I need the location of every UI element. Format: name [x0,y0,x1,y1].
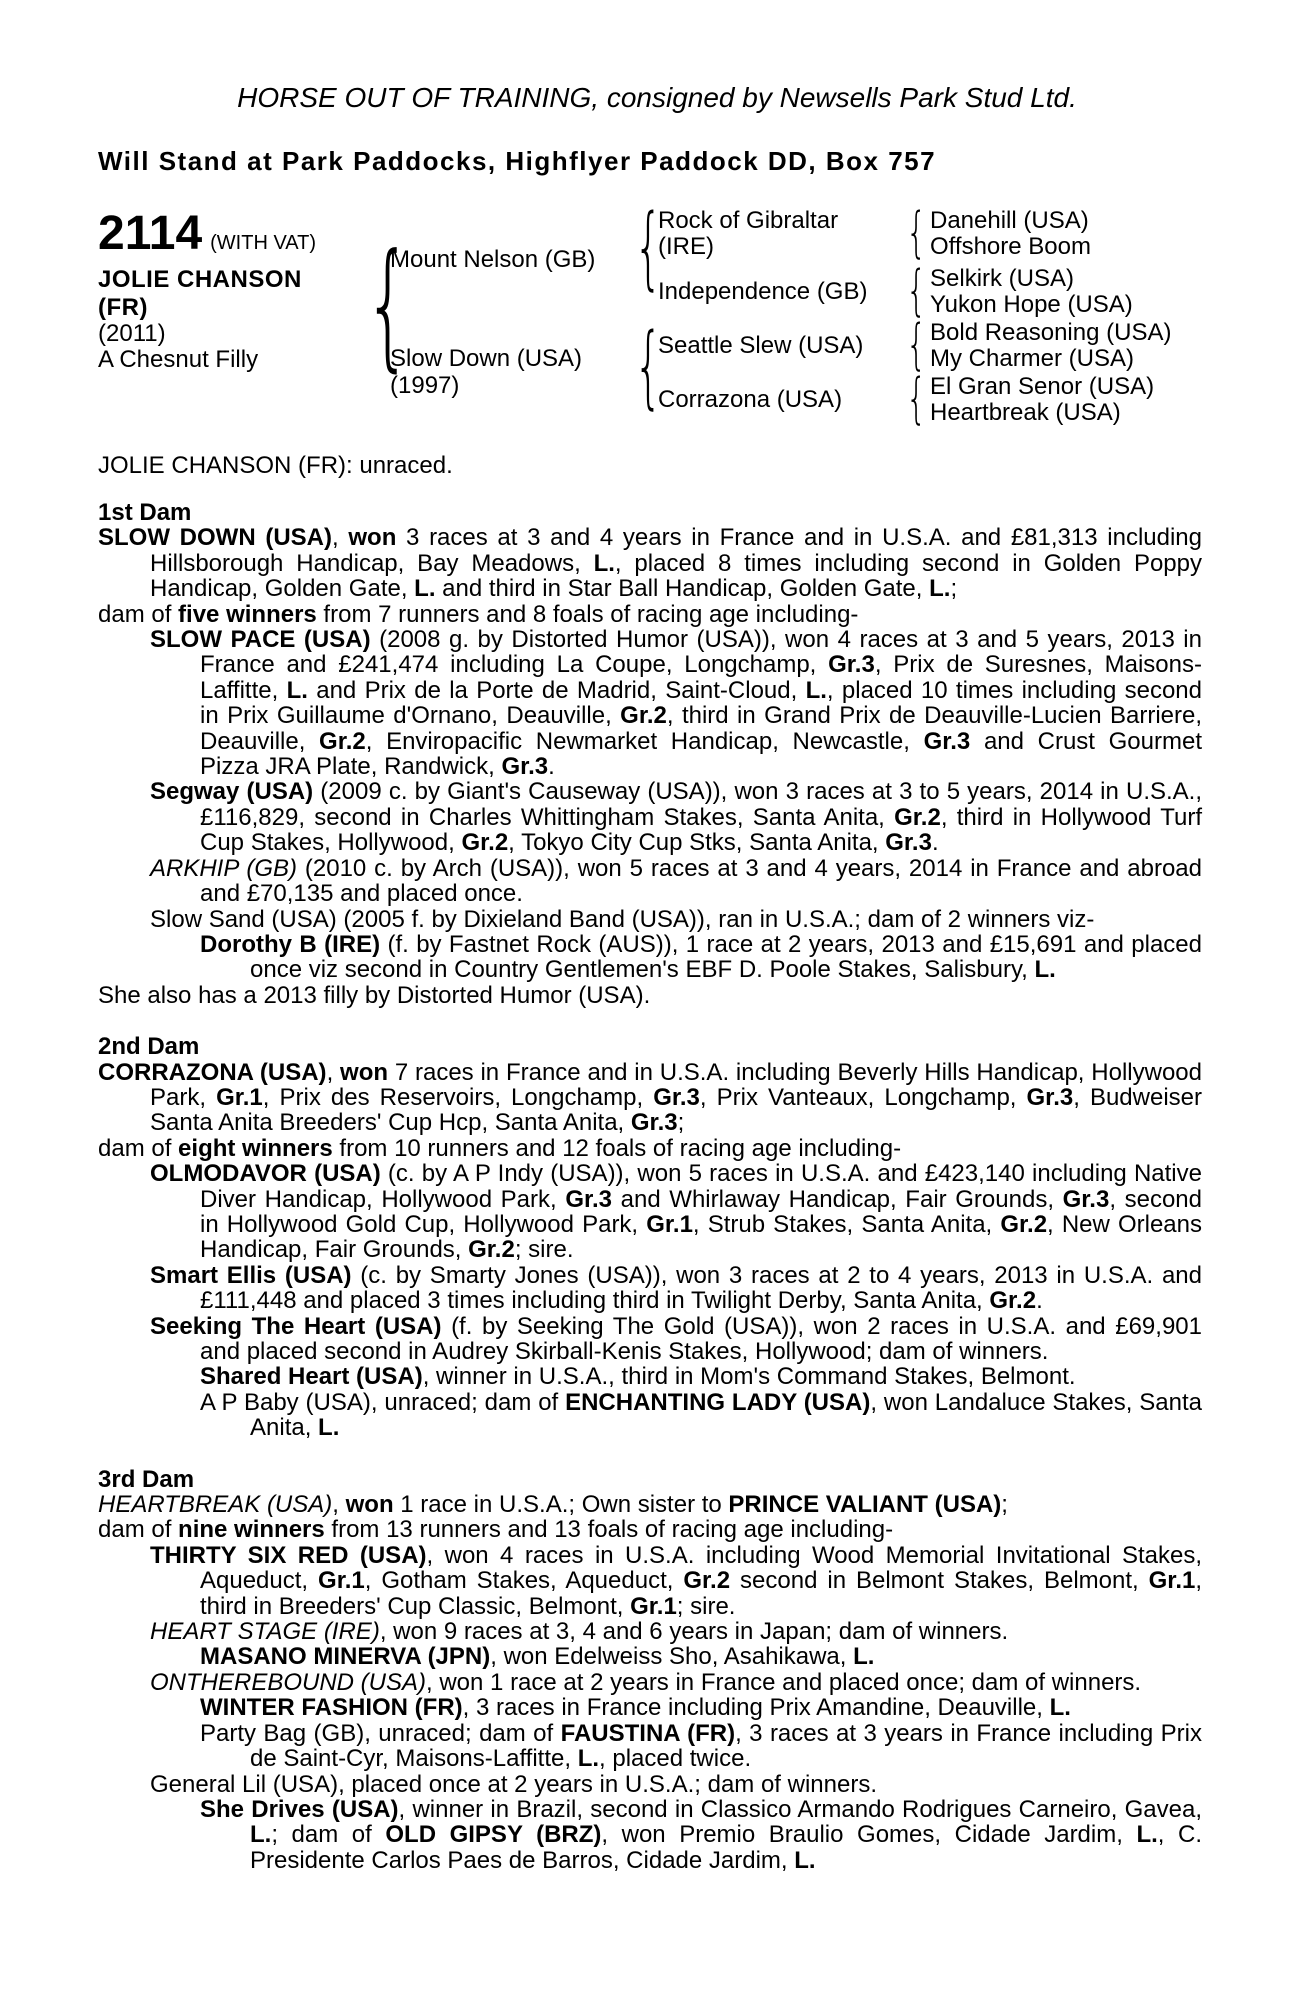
section-heading: 1st Dam [98,499,192,526]
produce-record: Slow Sand (USA) (2005 f. by Dixieland Band (USA)), ran in U.S.A.; dam of 2 winners viz- [150,905,1095,933]
produce-record: Seeking The Heart (USA) (f. by Seeking The Gold (USA)), won 2 races in U.S.A. and £69,901 and placed second in Audrey Skirball-Kenis Stakes, Hollywood; dam of winners. [150,1312,1202,1365]
dam-produce-summary: dam of nine winners from 13 runners and 13 foals of racing age including- [98,1516,894,1544]
brace-g2: { [906,259,927,322]
grand-produce-record: A P Baby (USA), unraced; dam of ENCHANTING LADY (USA), won Landaluce Stakes, Santa Anita, L. [200,1388,1203,1442]
grand-produce-record: MASANO MINERVA (JPN), won Edelweiss Sho, Asahikawa, L. [200,1643,875,1671]
stand-location: Will Stand at Park Paddocks, Highflyer Paddock DD, Box 757 [98,146,937,176]
pedigree-g3-2: Offshore Boom [930,233,1091,260]
dam-record: HEARTBREAK (USA), won 1 race in U.S.A.; Own sister to PRINCE VALIANT (USA); [98,1491,1008,1519]
pedigree-g3-6: My Charmer (USA) [930,345,1135,372]
lot-number: 2114 [98,207,203,260]
horse-name [98,266,302,322]
pedigree-sire-sire-country: (IRE) [658,233,714,260]
pedigree-g3-8: Heartbreak (USA) [930,399,1121,426]
pedigree-g3-5: Bold Reasoning (USA) [930,319,1172,346]
dam-record: SLOW DOWN (USA), won 3 races at 3 and 4 years in France and in U.S.A. and £81,313 including Hillsborough Handicap, Bay Meadows, L., placed 8 times including second in Golden Poppy Handicap, Golden Gate, L. and third in Star Ball Handicap, Golden Gate, L.; [98,524,1203,603]
dam-record: CORRAZONA (USA), won 7 races in France and in U.S.A. including Beverly Hills Handicap, Hollywood Park, Gr.1, Prix des Reservoirs, Longchamp, Gr.3, Prix Vanteaux, Longchamp, Gr.3, Budweiser Santa Anita Breeders' Cup Hcp, Santa Anita, Gr.3; [98,1058,1202,1137]
catalogue-body [98,500,1202,1873]
grand-produce-record: She Drives (USA), winner in Brazil, second in Classico Armando Rodrigues Carneiro, Gavea, L.; dam of OLD GIPSY (BRZ), won Premio Braulio Gomes, Cidade Jardim, L., C. Presidente Carlos Paes de Barros, Cidade Jardim, L. [200,1795,1203,1874]
brace-g3: { [906,313,927,376]
produce-record: OLMODAVOR (USA) (c. by A P Indy (USA)), won 5 races in U.S.A. and £423,140 including Native Diver Handicap, Hollywood Park, Gr.3 and Whirlaway Handicap, Fair Grounds, Gr.3, second in Hollywood Gold Cup, Hollywood Park, Gr.1, Strub Stakes, Santa Anita, Gr.2, New Orleans Handicap, Fair Grounds, Gr.2; sire. [150,1160,1202,1264]
dam-note: She also has a 2013 filly by Distorted Humor (USA). [98,981,651,1009]
dam-produce-summary: dam of eight winners from 10 runners and 12 foals of racing age including- [98,1134,902,1162]
pedigree-g3-1: Danehill (USA) [930,207,1089,234]
grand-produce-record: WINTER FASHION (FR), 3 races in France including Prix Amandine, Deauville, L. [200,1694,1071,1722]
page-title: HORSE OUT OF TRAINING, consigned by Newsells Park Stud Ltd. [237,82,1077,113]
produce-record: General Lil (USA), placed once at 2 years in U.S.A.; dam of winners. [150,1770,877,1798]
lot-number-line [98,208,316,269]
produce-record: ONTHEREBOUND (USA), won 1 race at 2 years in France and placed once; dam of winners. [150,1668,1142,1696]
brace-g1: { [906,201,927,264]
vat-label: (WITH VAT) [210,232,317,254]
produce-record: SLOW PACE (USA) (2008 g. by Distorted Humor (USA)), won 4 races at 3 and 5 years, 2013 in France and £241,474 including La Coupe, Longchamp, Gr.3, Prix de Suresnes, Maisons-Laffitte, L. and Prix de la Porte de Madrid, Saint-Cloud, L., placed 10 times including second in Prix Guillaume d'Ornano, Deauville, Gr.2, third in Grand Prix de Deauville-Lucien Barriere, Deauville, Gr.2, Enviropacific Newmarket Handicap, Newcastle, Gr.3 and Crust Gourmet Pizza JRA Plate, Randwick, Gr.3. [150,626,1203,781]
section-heading: 2nd Dam [98,1033,200,1061]
section-heading: 3rd Dam [98,1465,195,1493]
brace-sire: { [634,195,663,300]
horse-description: A Chesnut Filly [98,346,259,373]
brace-g4: { [906,367,927,430]
pedigree-g3-4: Yukon Hope (USA) [930,291,1133,318]
produce-record: ARKHIP (GB) (2010 c. by Arch (USA)), won 5 races at 3 and 4 years, 2014 in France and abroad and £70,135 and placed once. [150,854,1202,908]
produce-record: HEART STAGE (IRE), won 9 races at 3, 4 and 6 years in Japan; dam of winners. [150,1618,1009,1646]
grand-produce-record: Party Bag (GB), unraced; dam of FAUSTINA (FR), 3 races at 3 years in France including Prix de Saint-Cyr, Maisons-Laffitte, L., placed twice. [200,1719,1202,1773]
horse-name-line2: (FR) [98,294,148,321]
brace-main: { [364,224,413,385]
pedigree-dam-dam: Corrazona (USA) [658,386,843,413]
pedigree-sire: Mount Nelson (GB) [390,246,596,273]
foaling-year: (2011) [98,320,166,347]
pedigree-g3-3: Selkirk (USA) [930,265,1075,292]
produce-record: Segway (USA) (2009 c. by Giant's Causeway (USA)), won 3 races at 3 to 5 years, 2014 in U.S.A., £116,829, second in Charles Whittingham Stakes, Santa Anita, Gr.2, third in Hollywood Turf Cup Stakes, Hollywood, Gr.2, Tokyo City Cup Stks, Santa Anita, Gr.3. [150,778,1203,857]
pedigree-sire-sire: Rock of Gibraltar [658,207,839,234]
grand-produce-record: Dorothy B (IRE) (f. by Fastnet Rock (AUS)), 1 race at 2 years, 2013 and £15,691 and placed once viz second in Country Gentlemen's EBF D. Poole Stakes, Salisbury, L. [200,930,1202,984]
pedigree-dam-sire: Seattle Slew (USA) [658,332,864,359]
dam-produce-summary: dam of five winners from 7 runners and 8 foals of racing age including- [98,600,859,628]
pedigree-sire-dam: Independence (GB) [658,278,868,305]
race-status: JOLIE CHANSON (FR): unraced. [98,452,453,479]
horse-name-line1: JOLIE CHANSON [98,266,302,293]
pedigree-g3-7: El Gran Senor (USA) [930,373,1155,400]
pedigree-dam: Slow Down (USA) [390,345,583,372]
produce-record: THIRTY SIX RED (USA), won 4 races in U.S.A. including Wood Memorial Invitational Stakes, Aqueduct, Gr.1, Gotham Stakes, Aqueduct, Gr.2 second in Belmont Stakes, Belmont, Gr.1, third in Breeders' Cup Classic, Belmont, Gr.1; sire. [150,1541,1203,1620]
produce-record: Smart Ellis (USA) (c. by Smarty Jones (USA)), won 3 races at 2 to 4 years, 2013 in U.S.A. and £111,448 and placed 3 times including third in Twilight Derby, Santa Anita, Gr.2. [150,1261,1202,1315]
pedigree-dam-year: (1997) [390,372,460,399]
brace-dam: { [634,314,663,419]
grand-produce-record: Shared Heart (USA), winner in U.S.A., third in Mom's Command Stakes, Belmont. [200,1363,1076,1391]
